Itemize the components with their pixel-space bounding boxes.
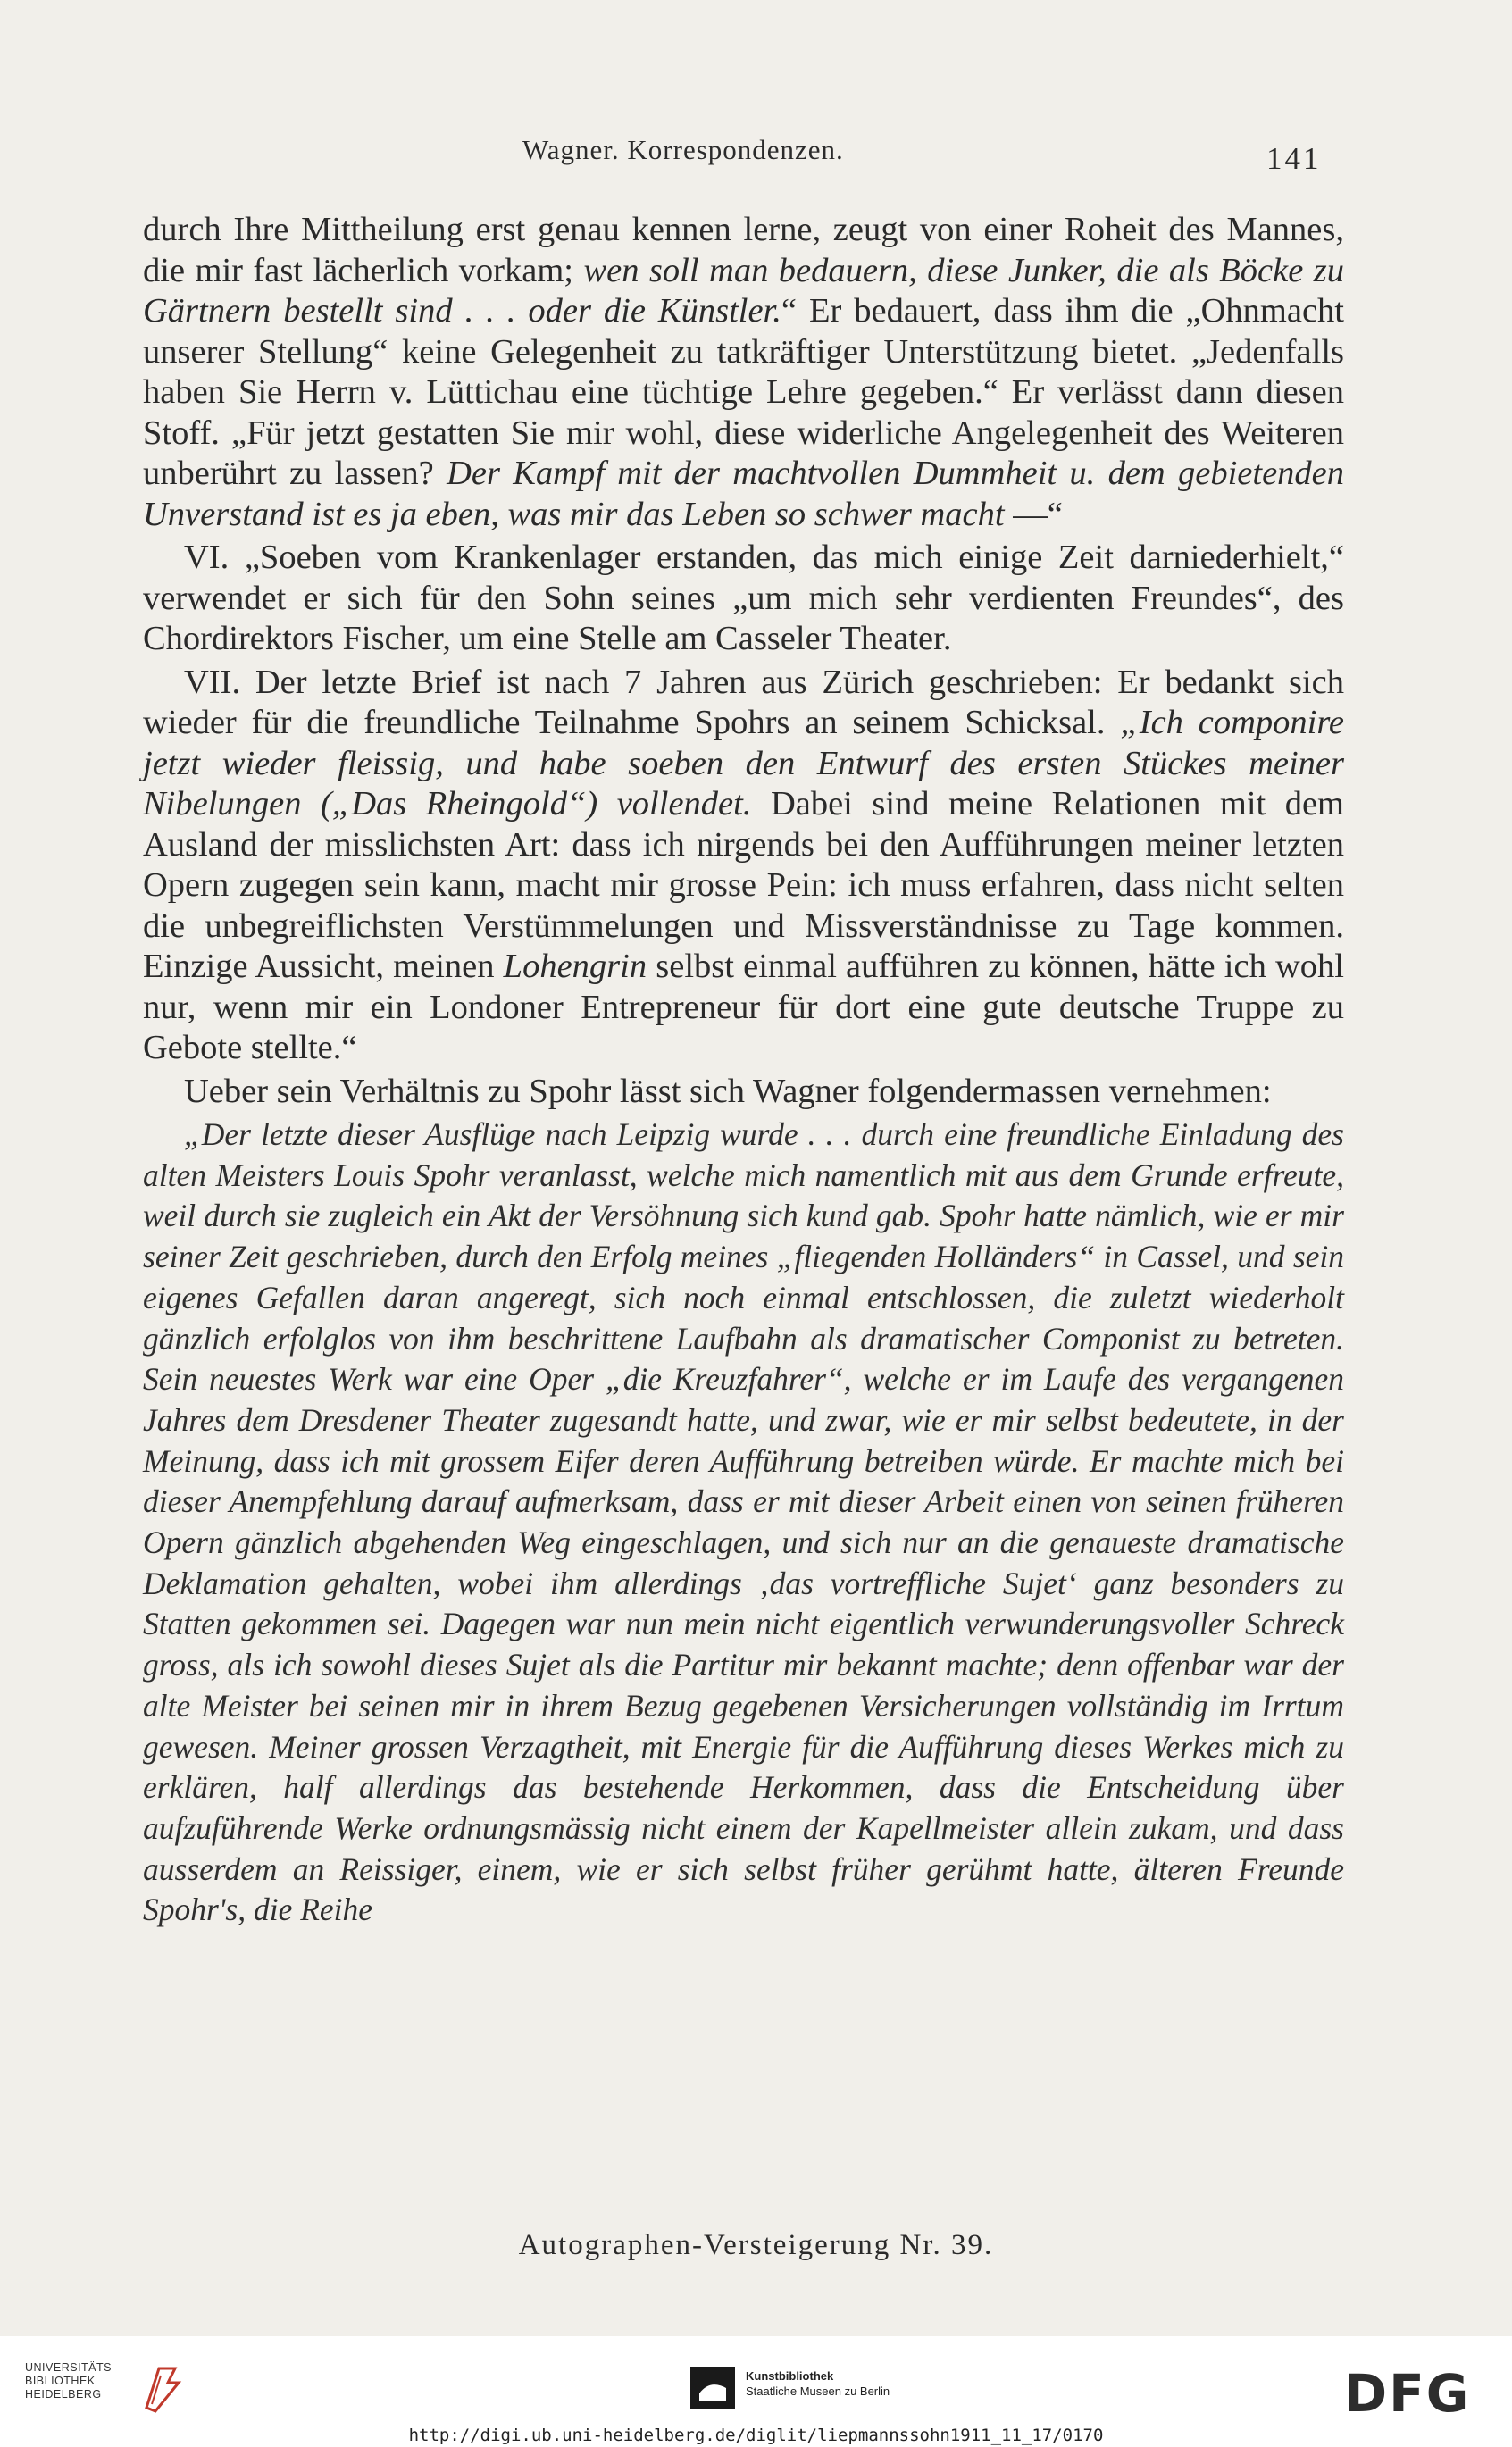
p3-text-a: VII. Der letzte Brief ist nach 7 Jahren aus Zürich geschrieben: Er bedankt sich wieder für die freundliche Teilnahme Spohrs an seinem Schicksal. bbox=[143, 663, 1344, 741]
p1-italic-a: wen soll man bedauern, diese Junker, die als Böcke zu Gärtnern bestellt sind . . . oder die Künstler. bbox=[143, 251, 1345, 330]
dfg-logo[interactable]: DFG bbox=[1344, 2363, 1471, 2424]
digitization-bar bbox=[0, 2336, 1512, 2447]
page-header bbox=[0, 134, 1512, 179]
p3-text-b: Dabei sind meine Relationen mit dem Ausland der misslichsten Art: dass ich nirgends bei den Aufführungen meiner letzten Opern zugegen sein kann, macht mir grosse Pein: ich muss erfahren, dass nicht selten die unbegreiflichsten Verstümmelungen und Missverständnisse zu Tage kommen. Einzige Aussicht, meinen bbox=[143, 785, 1344, 985]
paragraph-vii bbox=[143, 663, 1344, 1069]
body-text bbox=[143, 210, 1344, 1933]
p3-italic-a: „Ich componire jetzt wieder fleissig, und habe soeben den Entwurf des ersten Stückes meiner Nibelungen („Das Rheingold“) vollendet. bbox=[143, 704, 1344, 823]
kunstbibliothek-text bbox=[746, 2368, 890, 2399]
source-url-link[interactable]: http://digi.ub.uni-heidelberg.de/diglit/liepmannssohn1911_11_17/0170 bbox=[408, 2426, 1104, 2445]
university-library-logo[interactable] bbox=[25, 2361, 186, 2415]
kb-subtitle: Staatliche Museen zu Berlin bbox=[746, 2384, 890, 2398]
p1-text-a: durch Ihre Mittheilung erst genau kennen lerne, zeugt von einer Roheit des Mannes, die mir fast lächerlich vorkam; bbox=[143, 211, 1344, 289]
p3-italic-b: Lohengrin bbox=[503, 948, 647, 985]
paragraph-spohr: Ueber sein Verhältnis zu Spohr lässt sich Wagner folgendermassen vernehmen: bbox=[184, 1072, 1272, 1110]
kb-title: Kunstbibliothek bbox=[746, 2369, 834, 2383]
uni-line-3: HEIDELBERG bbox=[25, 2388, 102, 2401]
catalog-footer: Autographen-Versteigerung Nr. 39. bbox=[518, 2229, 994, 2261]
p3-text-c: selbst einmal aufführen zu können, hätte ich wohl nur, wenn mir ein Londoner Entrepreneur für dort eine gute deutsche Truppe zu Gebote stellte.“ bbox=[143, 948, 1344, 1066]
p1-text-c: —“ bbox=[1004, 495, 1063, 533]
kunstbibliothek-emblem-icon bbox=[690, 2367, 735, 2409]
running-title: Wagner. Korrespondenzen. bbox=[522, 134, 844, 165]
uni-line-1: UNIVERSITÄTS- bbox=[25, 2361, 116, 2374]
university-emblem-icon bbox=[139, 2363, 184, 2415]
paragraph-1 bbox=[143, 210, 1344, 535]
p1-italic-b: Der Kampf mit der machtvollen Dummheit u. dem gebietenden Unverstand ist es ja eben, was mir das Leben so schwer macht bbox=[143, 455, 1344, 533]
uni-line-2: BIBLIOTHEK bbox=[25, 2375, 96, 2387]
paragraph-vi: VI. „Soeben vom Krankenlager erstanden, das mich einige Zeit darniederhielt,“ verwendet er sich für den Sohn seines „um mich sehr verdienten Freundes“, des Chordirektors Fischer, um eine Stelle am Casseler Theater. bbox=[143, 539, 1344, 657]
p1-text-b: “ Er bedauert, dass ihm die „Ohnmacht unserer Stellung“ keine Gelegenheit zu tatkräftiger Unterstützung bietet. „Jedenfalls haben Sie Herrn v. Lüttichau eine tüchtige Lehre gegeben.“ Er verlässt dann diesen Stoff. „Für jetzt gestatten Sie mir wohl, diese widerliche Angelegenheit des Weiteren unberührt zu lassen? bbox=[143, 292, 1344, 492]
quote-block: „Der letzte dieser Ausflüge nach Leipzig wurde . . . durch eine freundliche Einladung des alten Meisters Louis Spohr veranlasst, welche mich namentlich mit aus dem Grunde erfreute, weil durch sie zugleich ein Akt der Versöhnung sich kund gab. Spohr hatte nämlich, wie er mir seiner Zeit geschrieben, durch den Erfolg meines „fliegenden Holländers“ in Cassel, und sein eigenes Gefallen daran angeregt, sich noch einmal entschlossen, die zuletzt wiederholt gänzlich erfolglos von ihm beschrittene Laufbahn als dramatischer Componist zu betreten. Sein neuestes Werk war eine Oper „die Kreuzfahrer“, welche er im Laufe des vergangenen Jahres dem Dresdener Theater zugesandt hatte, und zwar, wie er mir selbst bedeutete, in der Meinung, dass ich mit grossem Eifer deren Aufführung betreiben würde. Er machte mich bei dieser Anempfehlung darauf aufmerksam, dass er mit dieser Arbeit einen von seinen früheren Opern gänzlich abgehenden Weg eingeschlagen, und sich nur an die genaueste dramatische Deklamation gehalten, wobei ihm allerdings ‚das vortreffliche Sujet‘ ganz besonders zu Statten gekommen sei. Dagegen war nun mein nicht eigentlich verwunderungsvoller Schreck gross, als ich sowohl dieses Sujet als die Partitur mir bekannt machte; denn offenbar war der alte Meister bei seinen mir in ihrem Bezug gegebenen Versicherungen vollständig im Irrtum gewesen. Meiner grossen Verzagtheit, mit Energie für die Aufführung dieses Werkes mich zu erklären, half allerdings das bestehende Herkommen, dass die Entscheidung über aufzuführende Werke ordnungsmässig nicht einem der Kapellmeister allein zukam, und dass ausserdem an Reissiger, einem, wie er sich selbst früher gerühmt hatte, älteren Freunde Spohr's, die Reihe bbox=[143, 1116, 1344, 1928]
kunstbibliothek-logo[interactable] bbox=[690, 2363, 923, 2413]
page-number: 141 bbox=[1266, 141, 1322, 176]
